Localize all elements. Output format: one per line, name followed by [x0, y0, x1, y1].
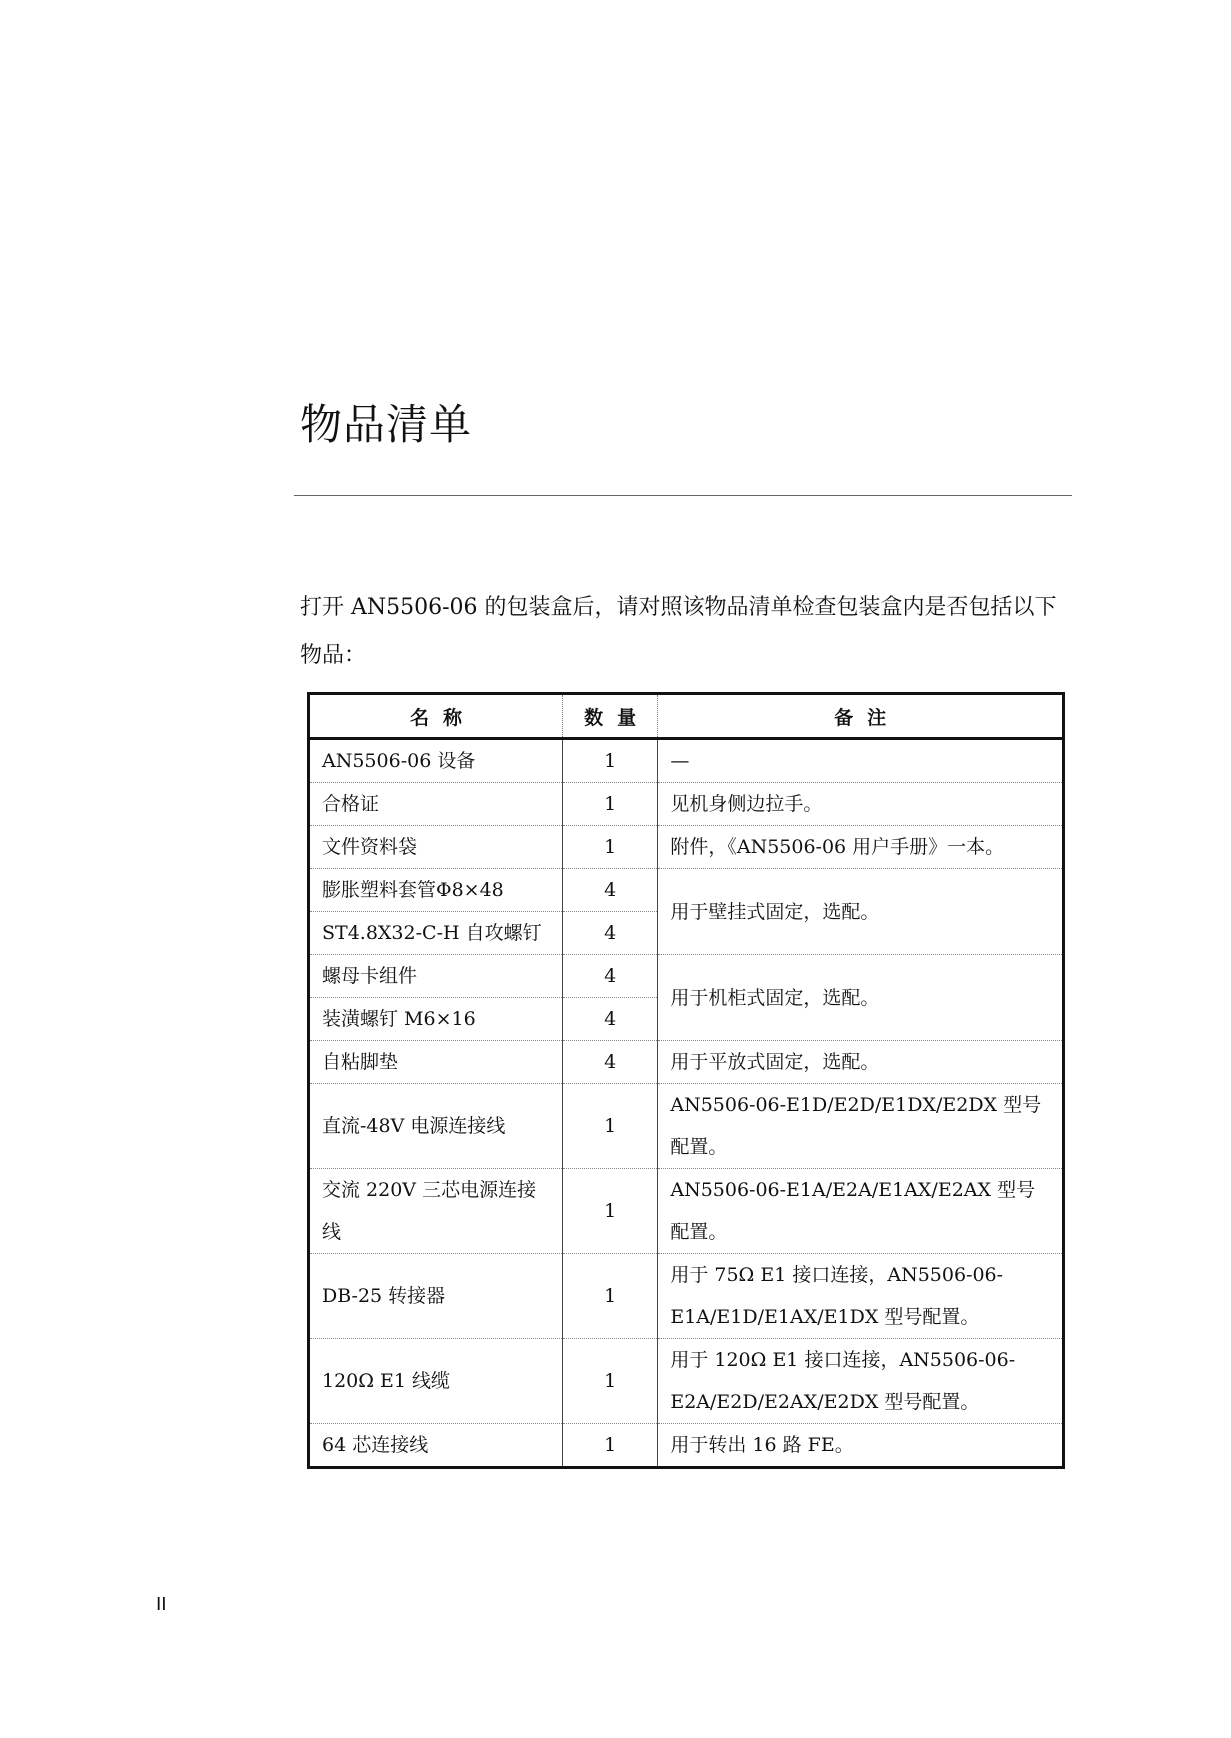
table-row — [309, 1339, 1064, 1424]
packing-list-table — [307, 692, 1065, 1469]
item-quantity: 1 — [562, 739, 657, 783]
item-quantity: 4 — [562, 955, 657, 998]
item-quantity: 1 — [562, 1169, 657, 1254]
item-quantity: 1 — [562, 1254, 657, 1339]
table-row — [309, 783, 1064, 826]
title-divider — [294, 495, 1072, 496]
item-name: 合格证 — [309, 783, 563, 826]
item-name: 装潢螺钉 M6×16 — [309, 998, 563, 1041]
item-quantity: 1 — [562, 1424, 657, 1468]
item-quantity: 1 — [562, 783, 657, 826]
item-name: 膨胀塑料套管Φ8×48 — [309, 869, 563, 912]
item-name: AN5506-06 设备 — [309, 739, 563, 783]
item-quantity: 4 — [562, 912, 657, 955]
item-quantity: 4 — [562, 1041, 657, 1084]
header-name: 名称 — [309, 694, 563, 739]
item-name: DB-25 转接器 — [309, 1254, 563, 1339]
item-name: 文件资料袋 — [309, 826, 563, 869]
page-title: 物品清单 — [300, 400, 473, 449]
table-row — [309, 1084, 1064, 1169]
item-name: ST4.8X32-C-H 自攻螺钉 — [309, 912, 563, 955]
item-quantity: 4 — [562, 869, 657, 912]
item-remark: 用于转出 16 路 FE。 — [658, 1424, 1064, 1468]
item-remark: AN5506-06-E1D/E2D/E1DX/E2DX 型号配置。 — [658, 1084, 1064, 1169]
item-name: 120Ω E1 线缆 — [309, 1339, 563, 1424]
table-row — [309, 1041, 1064, 1084]
item-name: 螺母卡组件 — [309, 955, 563, 998]
item-remark: 用于平放式固定，选配。 — [658, 1041, 1064, 1084]
item-quantity: 1 — [562, 1084, 657, 1169]
page-number: II — [156, 1594, 167, 1615]
table-row — [309, 1254, 1064, 1339]
item-remark: 见机身侧边拉手。 — [658, 783, 1064, 826]
item-remark: 附件，《AN5506-06 用户手册》一本。 — [658, 826, 1064, 869]
item-name: 直流-48V 电源连接线 — [309, 1084, 563, 1169]
item-remark: 用于 75Ω E1 接口连接，AN5506-06-E1A/E1D/E1AX/E1DX 型号配置。 — [658, 1254, 1064, 1339]
table-row — [309, 826, 1064, 869]
item-remark: AN5506-06-E1A/E2A/E1AX/E2AX 型号配置。 — [658, 1169, 1064, 1254]
table-row — [309, 869, 1064, 912]
table-row — [309, 739, 1064, 783]
item-quantity: 1 — [562, 1339, 657, 1424]
item-quantity: 4 — [562, 998, 657, 1041]
table-row — [309, 1169, 1064, 1254]
item-remark: 用于机柜式固定，选配。 — [658, 955, 1064, 1041]
item-remark: 用于 120Ω E1 接口连接，AN5506-06-E2A/E2D/E2AX/E2DX 型号配置。 — [658, 1339, 1064, 1424]
item-name: 64 芯连接线 — [309, 1424, 563, 1468]
item-name: 自粘脚垫 — [309, 1041, 563, 1084]
item-remark: 用于壁挂式固定，选配。 — [658, 869, 1064, 955]
header-quantity: 数量 — [562, 694, 657, 739]
table-row — [309, 955, 1064, 998]
header-remark: 备注 — [658, 694, 1064, 739]
item-quantity: 1 — [562, 826, 657, 869]
item-name: 交流 220V 三芯电源连接线 — [309, 1169, 563, 1254]
table-header-row — [309, 694, 1064, 739]
table-row — [309, 1424, 1064, 1468]
item-remark: — — [658, 739, 1064, 783]
intro-paragraph: 打开 AN5506-06 的包装盒后，请对照该物品清单检查包装盒内是否包括以下物品： — [300, 595, 1057, 668]
